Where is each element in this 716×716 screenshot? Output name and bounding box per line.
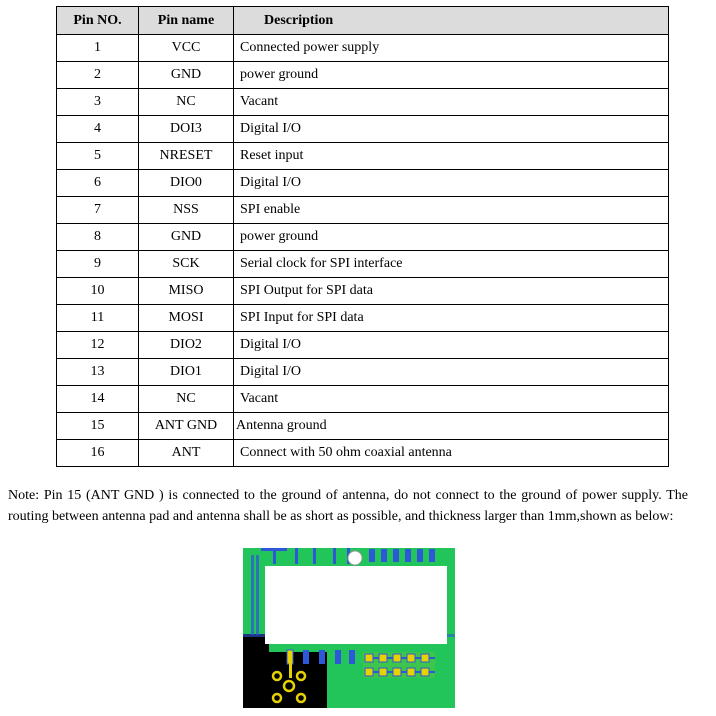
table-row bbox=[57, 197, 669, 224]
pin-description-cell: power ground bbox=[234, 62, 669, 89]
pin-number-cell: 11 bbox=[57, 305, 139, 332]
table-row bbox=[57, 35, 669, 62]
pin-description-cell: Connect with 50 ohm coaxial antenna bbox=[234, 440, 669, 467]
table-row bbox=[57, 278, 669, 305]
table-row bbox=[57, 62, 669, 89]
pin-number-cell: 3 bbox=[57, 89, 139, 116]
header-description: Description bbox=[234, 7, 669, 35]
pin-description-cell: Digital I/O bbox=[234, 332, 669, 359]
pin-number-cell: 7 bbox=[57, 197, 139, 224]
table-row bbox=[57, 386, 669, 413]
pin-description-cell: Vacant bbox=[234, 89, 669, 116]
pin-number-cell: 15 bbox=[57, 413, 139, 440]
table-row bbox=[57, 143, 669, 170]
pin-name-cell: NRESET bbox=[139, 143, 234, 170]
pin-number-cell: 16 bbox=[57, 440, 139, 467]
pin-number-cell: 13 bbox=[57, 359, 139, 386]
pin-description-cell: Digital I/O bbox=[234, 359, 669, 386]
note-text: Note: Pin 15 (ANT GND ) is connected to the ground of antenna, do not connect to the ground of power supply. The routing between antenna pad and antenna shall be as short as possible, and thickness larger than 1mm,shown as below: bbox=[8, 488, 688, 524]
pin-number-cell: 6 bbox=[57, 170, 139, 197]
pin-number-cell: 5 bbox=[57, 143, 139, 170]
pcb-module-outline bbox=[265, 566, 447, 644]
pin-description-cell: power ground bbox=[234, 224, 669, 251]
pin-name-cell: DOI3 bbox=[139, 116, 234, 143]
pin-number-cell: 2 bbox=[57, 62, 139, 89]
pin-table bbox=[56, 6, 669, 467]
pin-name-cell: GND bbox=[139, 62, 234, 89]
pin-number-cell: 12 bbox=[57, 332, 139, 359]
pin-name-cell: SCK bbox=[139, 251, 234, 278]
table-row bbox=[57, 413, 669, 440]
table-row bbox=[57, 170, 669, 197]
pin-name-cell: GND bbox=[139, 224, 234, 251]
header-pin-no: Pin NO. bbox=[57, 7, 139, 35]
table-row bbox=[57, 359, 669, 386]
pin-name-cell: NSS bbox=[139, 197, 234, 224]
pin-description-cell: Antenna ground bbox=[234, 413, 669, 440]
pin-description-cell: Connected power supply bbox=[234, 35, 669, 62]
table-row bbox=[57, 116, 669, 143]
table-row bbox=[57, 224, 669, 251]
pin-name-cell: ANT bbox=[139, 440, 234, 467]
pin-number-cell: 14 bbox=[57, 386, 139, 413]
pin-description-cell: SPI Output for SPI data bbox=[234, 278, 669, 305]
table-row bbox=[57, 440, 669, 467]
header-pin-name: Pin name bbox=[139, 7, 234, 35]
pin-number-cell: 9 bbox=[57, 251, 139, 278]
pin-name-cell: MISO bbox=[139, 278, 234, 305]
pin-description-cell: Digital I/O bbox=[234, 116, 669, 143]
pin-name-cell: DIO1 bbox=[139, 359, 234, 386]
pin-name-cell: DIO0 bbox=[139, 170, 234, 197]
pcb-left-ground-zone bbox=[243, 634, 269, 708]
pin-name-cell: NC bbox=[139, 89, 234, 116]
pcb-via-grid bbox=[363, 652, 435, 678]
pin-number-cell: 10 bbox=[57, 278, 139, 305]
pin-name-cell: NC bbox=[139, 386, 234, 413]
pin-number-cell: 1 bbox=[57, 35, 139, 62]
pin-description-cell: SPI enable bbox=[234, 197, 669, 224]
pin-description-cell: Reset input bbox=[234, 143, 669, 170]
table-header-row bbox=[57, 7, 669, 35]
pin-description-cell: Vacant bbox=[234, 386, 669, 413]
pin-number-cell: 8 bbox=[57, 224, 139, 251]
pin-name-cell: DIO2 bbox=[139, 332, 234, 359]
table-row bbox=[57, 305, 669, 332]
pin-name-cell: VCC bbox=[139, 35, 234, 62]
table-row bbox=[57, 332, 669, 359]
pin-number-cell: 4 bbox=[57, 116, 139, 143]
table-row bbox=[57, 251, 669, 278]
table-row bbox=[57, 89, 669, 116]
pcb-mount-hole bbox=[348, 551, 362, 565]
pin-name-cell: ANT GND bbox=[139, 413, 234, 440]
pin-description-cell: SPI Input for SPI data bbox=[234, 305, 669, 332]
pin-description-cell: Serial clock for SPI interface bbox=[234, 251, 669, 278]
pin-name-cell: MOSI bbox=[139, 305, 234, 332]
pin-description-cell: Digital I/O bbox=[234, 170, 669, 197]
pcb-layout-figure bbox=[243, 548, 455, 708]
